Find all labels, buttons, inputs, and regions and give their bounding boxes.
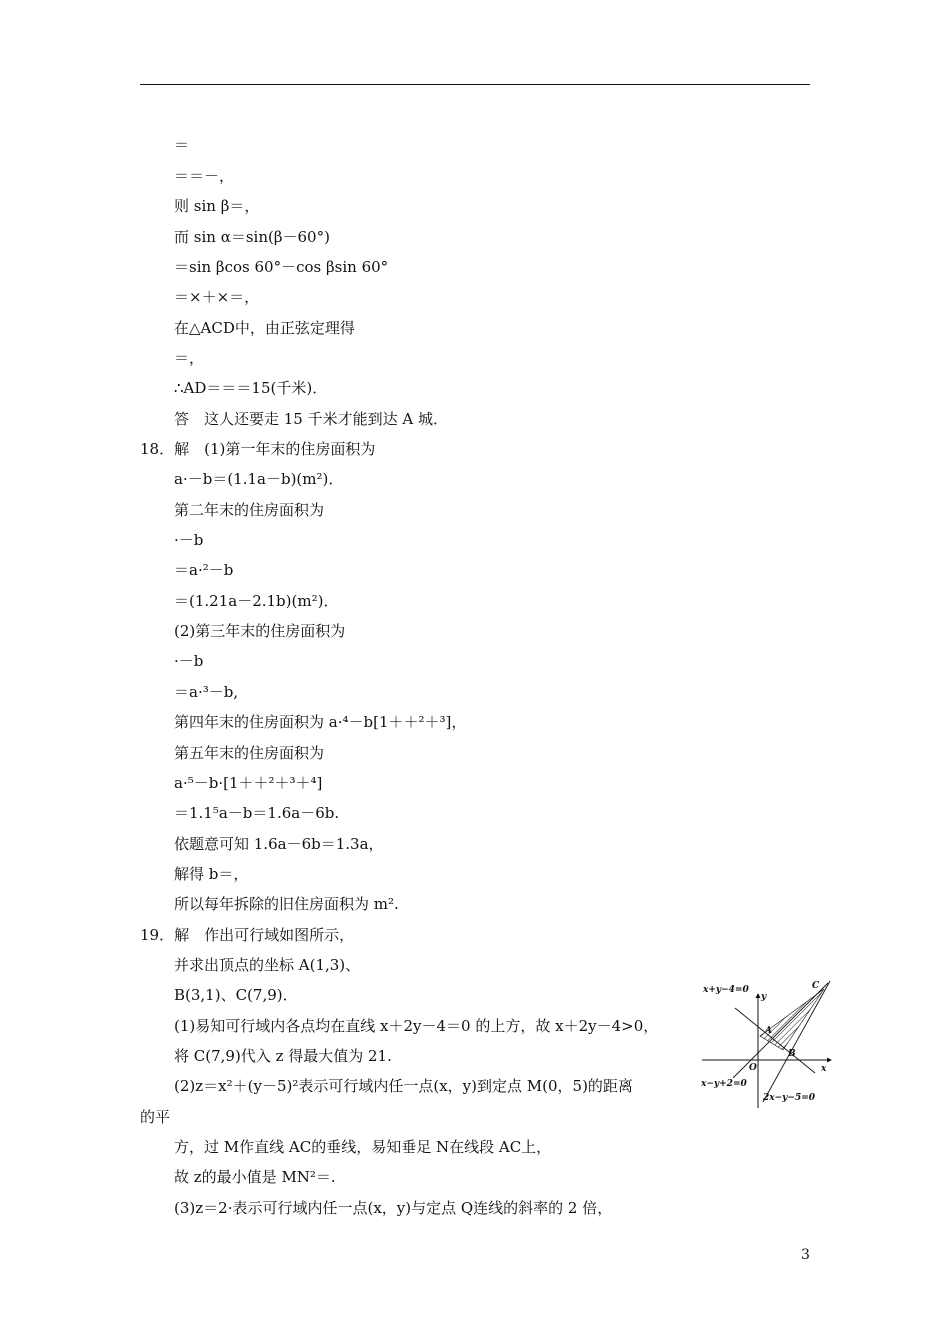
text-line: 而 sin α＝sin(β－60°) [174,228,330,246]
text-line: ＝＝－， [174,167,235,185]
header-rule [140,84,810,85]
label-C: C [812,981,820,991]
text-line: B(3,1)、C(7,9)． [174,986,298,1004]
text-line: ＝a·²－b [174,561,234,579]
text-line: ＝sin βcos 60°－cos βsin 60° [174,258,389,276]
text-line: 第二年末的住房面积为 [174,501,325,519]
text-line: 将 C(7,9)代入 z 得最大值为 21. [174,1047,392,1065]
text-line: ＝， [174,349,205,367]
text-line: ＝(1.21a－2.1b)(m²)． [174,592,339,610]
text-line: 所以每年拆除的旧住房面积为 m². [174,895,399,913]
text-line: 依题意可知 1.6a－6b＝1.3a， [174,835,384,853]
y-axis-arrow [756,993,761,998]
text-line: 故 z的最小值是 MN²＝. [174,1168,336,1186]
text-line: 方，过 M作直线 AC的垂线，易知垂足 N在线段 AC上， [174,1138,552,1156]
text-line: 在△ACD中，由正弦定理得 [174,319,355,337]
feasible-region-figure [700,978,836,1110]
problem-18-heading: 18．解 (1)第一年末的住房面积为 [140,440,376,458]
text-line: ＝a·³－b, [174,683,239,701]
text-line: ∴AD＝＝＝15(千米)． [174,379,328,397]
label-x-axis: x [821,1064,827,1074]
page-number: 3 [801,1247,810,1263]
label-line3: 2x−y−5=0 [763,1093,816,1103]
text-line: (2)z＝x²＋(y－5)²表示可行域内任一点(x，y)到定点 M(0，5)的距离 [174,1077,633,1095]
text-line: 的平 [140,1108,171,1126]
text-line: 第五年末的住房面积为 [174,744,325,762]
text-line: 答 这人还要走 15 千米才能到达 A 城． [174,410,448,428]
text-line: ＝×＋×＝， [174,288,260,306]
line-x-minus-y [733,983,828,1078]
label-A: A [765,1026,772,1036]
text-line: a·⁵－b·[1＋＋²＋³＋⁴] [174,774,323,792]
label-B: B [788,1049,796,1059]
text-line: (2)第三年末的住房面积为 [174,622,346,640]
text-line: 第四年末的住房面积为 a·⁴－b[1＋＋²＋³]， [174,713,467,731]
text-line: (3)z＝2·表示可行域内任一点(x，y)与定点 Q连线的斜率的 2 倍， [174,1199,613,1217]
text-line: 解得 b＝， [174,865,249,883]
problem-19-heading: 19．解 作出可行域如图所示， [140,926,355,944]
text-line: ·－b [174,652,204,670]
text-line: ＝1.1⁵a－b＝1.6a－6b. [174,804,340,822]
label-line2: x−y+2=0 [701,1079,747,1089]
text-line: ·－b [174,531,204,549]
text-line: (1)易知可行域内各点均在直线 x＋2y－4＝0 的上方，故 x＋2y－4>0， [174,1017,659,1035]
label-y-axis: y [761,992,767,1002]
label-O: O [749,1063,757,1073]
text-line: a·－b＝(1.1a－b)(m²)． [174,470,344,488]
x-axis-arrow [827,1058,832,1063]
label-line1: x+y−4=0 [703,985,749,995]
text-line: 并求出顶点的坐标 A(1,3)、 [174,956,361,974]
text-line: ＝ [174,136,190,154]
text-line: 则 sin β＝， [174,197,260,215]
